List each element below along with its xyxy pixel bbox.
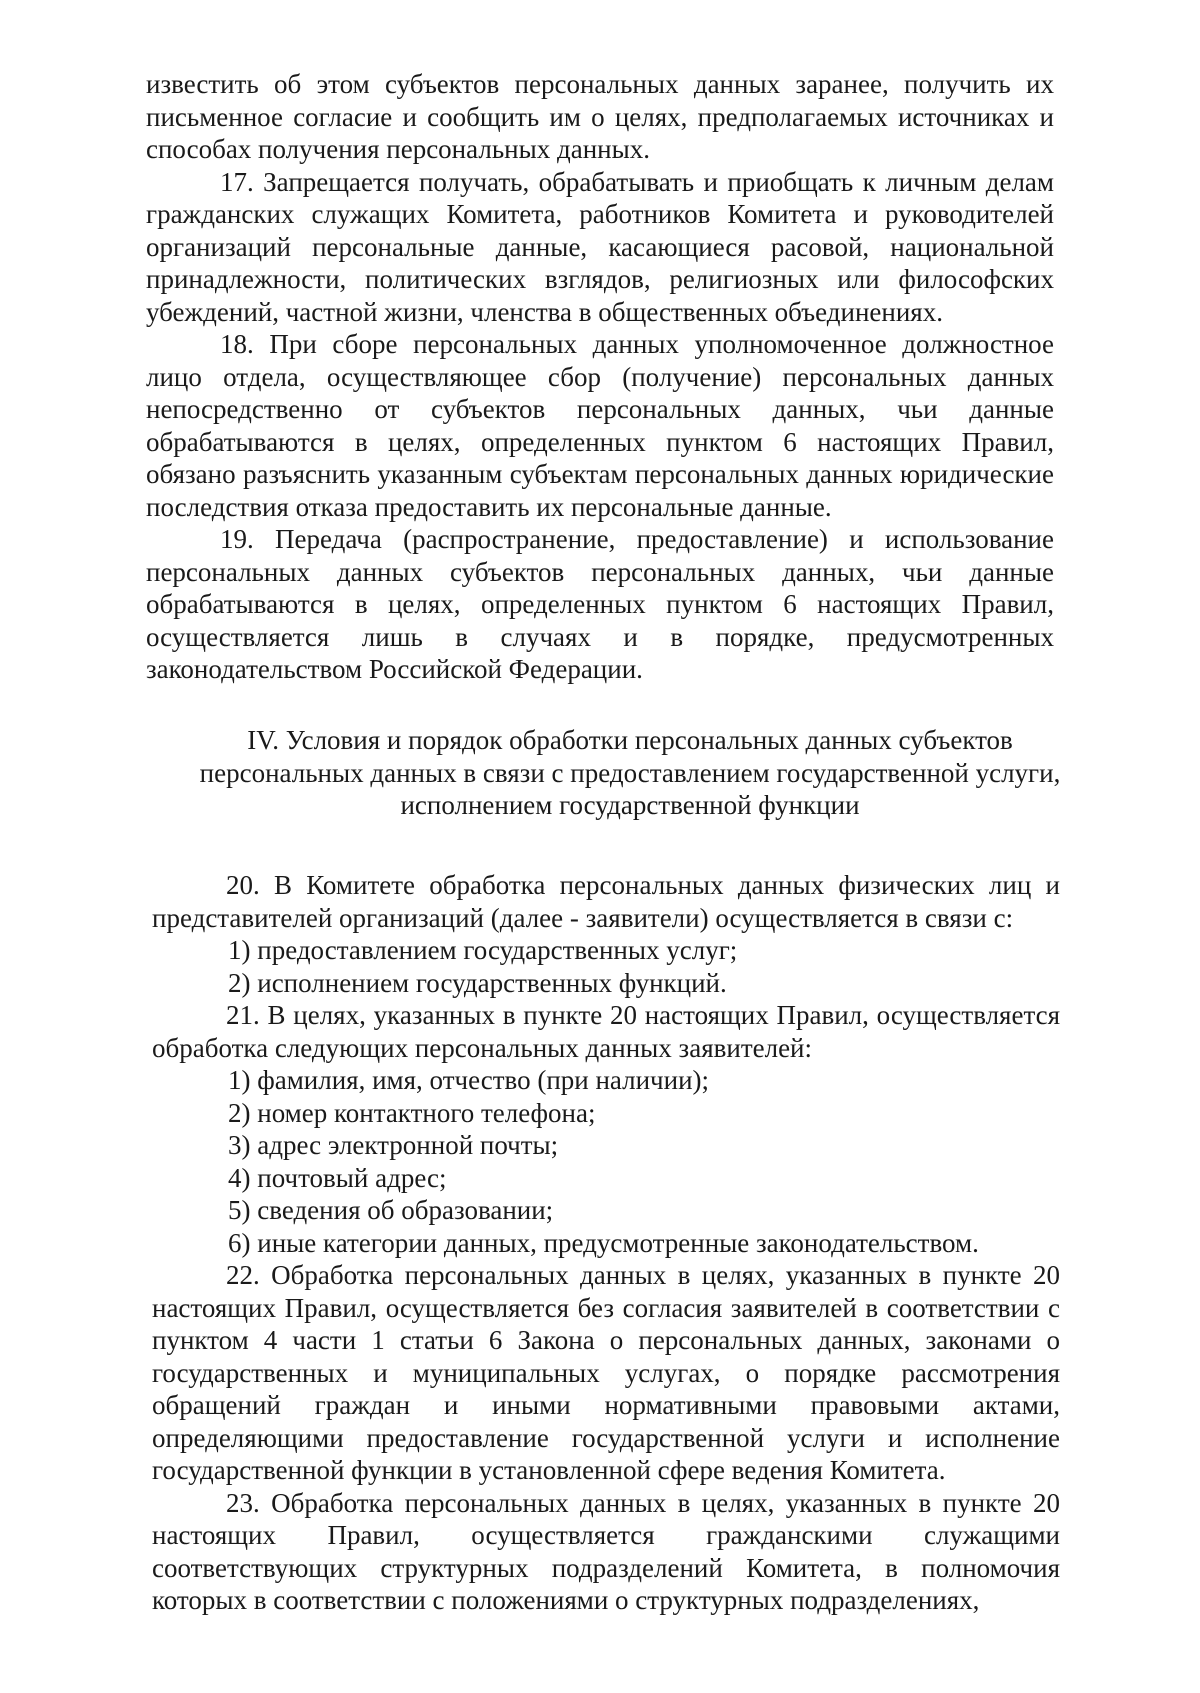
heading-line-1: IV. Условия и порядок обработки персональных данных субъектов [247,725,1013,755]
list-item: 5) сведения об образовании; [228,1195,554,1225]
paragraph-continuation: известить об этом субъектов персональных данных заранее, получить их письменное согласие и сообщить им о целях, предполагаемых источниках и способах получения персональных данных. [146,69,1054,164]
list-item: 2) исполнением государственных функций. [228,967,727,998]
list-item: 4) почтовый адрес; [228,1162,447,1193]
list-item: 1) фамилия, имя, отчество (при наличии); [228,1065,710,1095]
section-IV-heading [180,724,1080,822]
list-item: 3) адрес электронной почты; [228,1130,559,1160]
heading-line-3: исполнением государственной функции [400,790,860,820]
paragraph-19: 19. Передача (распространение, предоставление) и использование персональных данных субъектов персональных данных, чьи данные обрабатываются в целях, определенных пунктом 6 настоящих Правил, осуществляется лишь в случаях и в порядке, предусмотренных законодательством Российской Федерации. [146,524,1054,684]
list-item: 6) иные категории данных, предусмотренные законодательством. [228,1227,979,1258]
paragraph-20: 20. В Комитете обработка персональных данных физических лиц и представителей организаций (далее - заявители) осуществляется в связи с: [152,870,1060,933]
list-item: 2) номер контактного телефона; [228,1097,596,1128]
section-IV-text [152,869,1060,1617]
list-item: 1) предоставлением государственных услуг; [228,935,738,965]
section-III-text [146,68,1054,686]
heading-line-2: персональных данных в связи с предоставлением государственной услуги, [199,757,1061,788]
paragraph-23: 23. Обработка персональных данных в целях, указанных в пункте 20 настоящих Правил, осуществляется гражданскими служащими соответствующих структурных подразделений Комитета, в полномочия которых в соответствии с положениями о структурных подразделениях, [152,1487,1060,1615]
paragraph-18: 18. При сборе персональных данных уполномоченное должностное лицо отдела, осуществляющее сбор (получение) персональных данных непосредственно от субъектов персональных данных, чьи данные обрабатываются в целях, определенных пунктом 6 настоящих Правил, обязано разъяснить указанным субъектам персональных данных юридические последствия отказа предоставить их персональные данные. [146,329,1054,522]
paragraph-17: 17. Запрещается получать, обрабатывать и приобщать к личным делам гражданских служащих Комитета, работников Комитета и руководителей организаций персональные данные, касающиеся расовой, национальной принадлежности, политических взглядов, религиозных или философских убеждений, частной жизни, членства в общественных объединениях. [146,166,1054,327]
paragraph-21: 21. В целях, указанных в пункте 20 настоящих Правил, осуществляется обработка следующих персональных данных заявителей: [152,1000,1060,1063]
paragraph-22: 22. Обработка персональных данных в целях, указанных в пункте 20 настоящих Правил, осуществляется без согласия заявителей в соответствии с пунктом 4 части 1 статьи 6 Закона о персональных данных, законами о государственных и муниципальных услугах, о порядке рассмотрения обращений граждан и иными нормативными правовыми актами, определяющими предоставление государственной услуги и исполнение государственной функции в установленной сфере ведения Комитета. [152,1260,1060,1485]
